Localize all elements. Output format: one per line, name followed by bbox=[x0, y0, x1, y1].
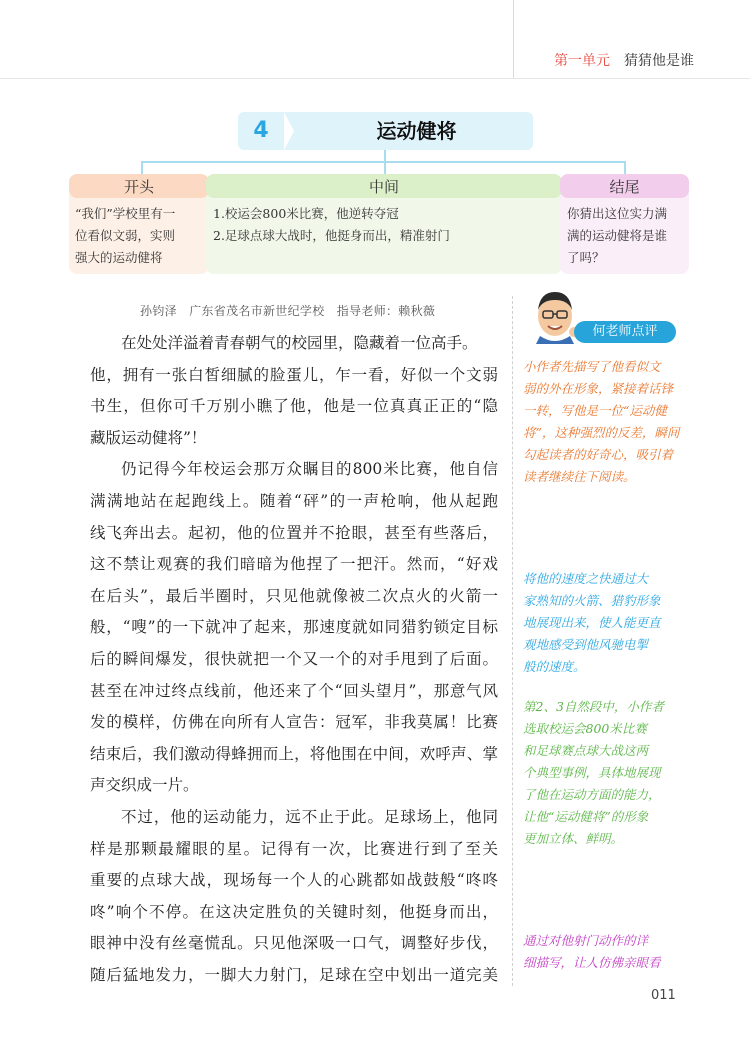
underlined-text: 藏版运动健将”！ bbox=[90, 428, 207, 447]
comment-line: 将”，这种强烈的反差，瞬间 bbox=[523, 425, 680, 440]
outline-end-line: 了吗？ bbox=[567, 250, 605, 265]
banner-notch bbox=[284, 112, 294, 150]
tree-branch-mid bbox=[384, 161, 386, 175]
teacher-comment-badge: 何老师点评 bbox=[574, 321, 676, 343]
essay-line bbox=[90, 642, 498, 676]
essay-line: 样是那颗最耀眼的星。记得有一次，比赛进行到了至关 bbox=[90, 839, 498, 858]
outline-end-text bbox=[567, 203, 687, 269]
outline-start-line: 位看似文弱，实则 bbox=[75, 228, 176, 243]
comment-line: 勾起读者的好奇心，吸引着 bbox=[523, 447, 674, 462]
underlined-text: 最后半圈时，只见他就像被二次点火的火箭一 bbox=[165, 586, 498, 605]
comment-green bbox=[523, 696, 698, 850]
underlined-text: 般，“嗖”的一下就冲了起来，那速度就如同猎豹锁定目标 bbox=[90, 618, 498, 637]
comment-line: 通过对他射门动作的详 bbox=[523, 933, 649, 948]
lesson-title: 运动健将 bbox=[376, 119, 457, 143]
essay-line: 声交织成一片。 bbox=[90, 776, 199, 795]
tree-branch-left bbox=[141, 161, 143, 175]
essay-line bbox=[90, 358, 498, 392]
author-line: 孙钧泽 广东省茂名市新世纪学校 指导老师：赖秋薇 bbox=[140, 304, 436, 318]
outline-middle-heading: 中间 bbox=[368, 178, 399, 196]
essay-line bbox=[90, 610, 498, 644]
essay-line: 发的模样，仿佛在向所有人宣告：冠军，非我莫属！比赛 bbox=[90, 713, 498, 732]
tree-bar bbox=[141, 161, 625, 163]
underlined-text: 随后猛地发力，一脚大力射门，足球在空中划出一道完美 bbox=[90, 966, 498, 984]
comment-line: 选取校运会800米比赛 bbox=[523, 721, 647, 736]
comment-line: 个典型事例，具体地展现 bbox=[523, 765, 661, 780]
outline-start-heading: 开头 bbox=[123, 178, 154, 196]
header-separator bbox=[513, 0, 514, 78]
outline-middle-line: 2.足球点球大战时，他挺身而出，精准射门 bbox=[213, 228, 450, 243]
header-rule bbox=[0, 78, 750, 79]
comment-line: 细描写，让人仿佛亲眼看 bbox=[523, 955, 661, 970]
essay-line bbox=[90, 389, 498, 423]
essay-text: 眼神中没有丝毫慌乱。 bbox=[90, 934, 254, 953]
outline-start-text bbox=[75, 203, 207, 269]
outline-start-line: “我们”学校里有一 bbox=[75, 206, 176, 221]
comment-line: 读者继续往下阅读。 bbox=[523, 469, 636, 484]
comment-line: 第2、3自然段中，小作者 bbox=[523, 699, 664, 714]
comment-line: 般的速度。 bbox=[523, 659, 586, 674]
margin-divider bbox=[512, 296, 513, 986]
underlined-text: 只见他深吸一口气，调整好步伐， bbox=[253, 934, 498, 953]
comment-line: 了他在运动方面的能力， bbox=[523, 787, 661, 802]
comment-line: 观地感受到他风驰电掣 bbox=[523, 637, 649, 652]
comment-line: 一转，写他是一位“运动健 bbox=[523, 403, 667, 418]
outline-middle-line: 1.校运会800米比赛，他逆转夺冠 bbox=[213, 206, 399, 221]
essay-line: 结束后，我们激动得蜂拥而上，将他围在中间，欢呼声、掌 bbox=[90, 744, 498, 763]
essay-line bbox=[90, 579, 498, 613]
page-number: 011 bbox=[651, 988, 676, 1003]
essay-line: 线飞奔出去。起初，他的位置并不抢眼，甚至有些落后， bbox=[90, 523, 498, 542]
comment-line: 弱的外在形象，紧接着话锋 bbox=[523, 381, 674, 396]
unit-label: 第一单元 bbox=[554, 53, 610, 69]
essay-line bbox=[90, 421, 498, 455]
comment-line: 地展现出来，使人能更直 bbox=[523, 615, 661, 630]
underlined-text: 书生，但你可千万别小瞧了他，他是一位真真正正的“隐 bbox=[90, 397, 498, 416]
comment-line: 家熟知的火箭、猎豹形象 bbox=[523, 593, 661, 608]
essay-text: 在后头”， bbox=[90, 586, 166, 605]
essay-line: 满满地站在起跑线上。随着“砰”的一声枪响，他从起跑 bbox=[90, 492, 498, 510]
comment-blue bbox=[523, 568, 698, 678]
underlined-text: 后的瞬间爆发，很快就把一个又一个的对手甩到了后面。 bbox=[90, 650, 498, 668]
outline-end-heading: 结尾 bbox=[609, 178, 640, 196]
comment-purple bbox=[523, 930, 698, 974]
essay-line: 咚”响个不停。在这决定胜负的关键时刻，他挺身而出， bbox=[90, 902, 498, 921]
outline-middle-text bbox=[213, 203, 558, 247]
underlined-text: 他，拥有一张白皙细腻的脸蛋儿，乍一看，好似一个文弱 bbox=[90, 365, 498, 384]
outline-start-line: 强大的运动健将 bbox=[75, 250, 163, 265]
comment-line: 更加立体、鲜明。 bbox=[523, 831, 624, 846]
comment-line: 将他的速度之快通过大 bbox=[523, 571, 649, 586]
essay-line: 不过，他的运动能力，远不止于此。足球场上，他同 bbox=[121, 808, 498, 826]
essay-line: 在处处洋溢着青春朝气的校园里，隐藏着一位高手。 bbox=[121, 334, 478, 352]
unit-title: 猜猜他是谁 bbox=[624, 53, 694, 69]
essay-line: 重要的点球大战，现场每一个人的心跳都如战鼓般“咚咚 bbox=[90, 871, 498, 890]
essay-line: 甚至在冲过终点线前，他还来了个“回头望月”，那意气风 bbox=[90, 681, 498, 700]
essay-line bbox=[90, 958, 498, 992]
essay-line bbox=[90, 926, 498, 960]
comment-line: 让他“运动健将”的形象 bbox=[523, 809, 649, 824]
essay-line: 仍记得今年校运会那万众瞩目的800米比赛，他自信 bbox=[121, 460, 498, 479]
comment-orange bbox=[523, 356, 698, 488]
outline-end-line: 你猜出这位实力满 bbox=[567, 206, 668, 221]
outline-end-line: 满的运动健将是谁 bbox=[567, 228, 668, 243]
comment-line: 小作者先描写了他看似文 bbox=[523, 359, 661, 374]
comment-line: 和足球赛点球大战这两 bbox=[523, 743, 649, 758]
tree-branch-right bbox=[624, 161, 626, 175]
essay-line: 这不禁让观赛的我们暗暗为他捏了一把汗。然而，“好戏 bbox=[90, 555, 498, 574]
lesson-number: 4 bbox=[253, 118, 269, 143]
